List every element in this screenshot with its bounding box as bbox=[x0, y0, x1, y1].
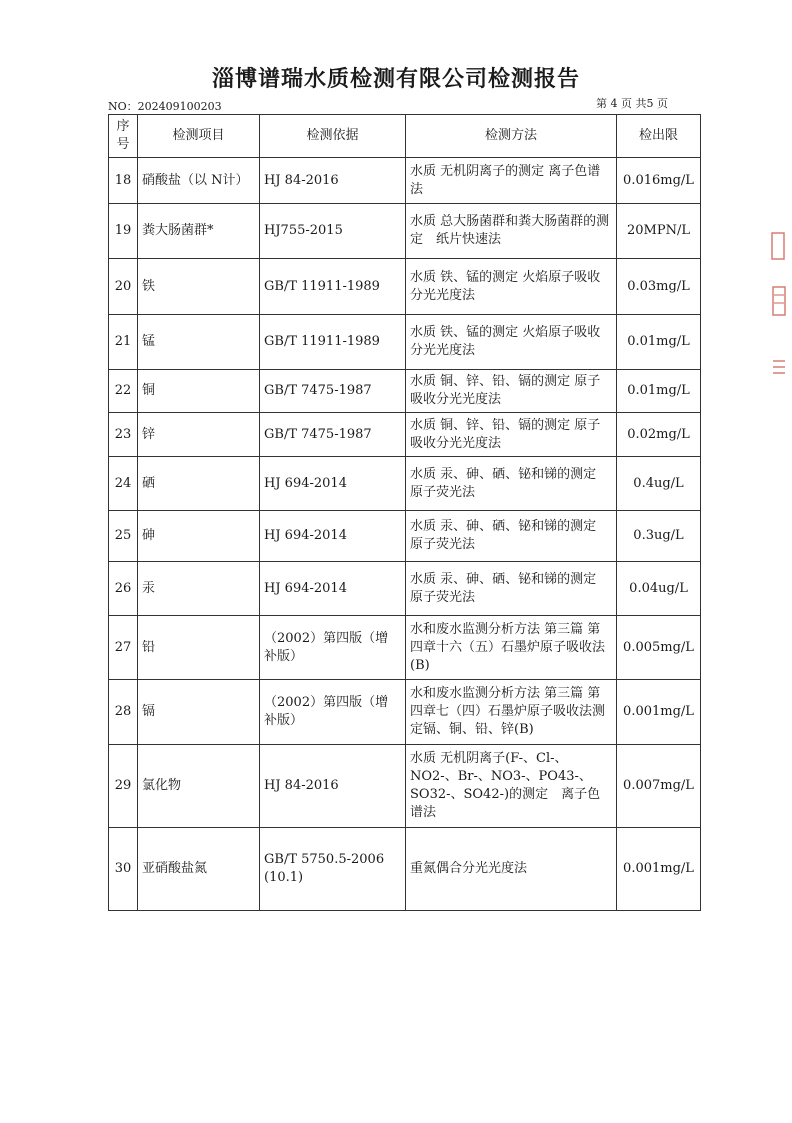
row-no: 29 bbox=[109, 745, 138, 828]
row-item: 铅 bbox=[138, 616, 260, 680]
row-limit: 0.001mg/L bbox=[617, 680, 701, 745]
row-limit: 0.4ug/L bbox=[617, 457, 701, 511]
row-basis: GB/T 11911-1989 bbox=[260, 259, 406, 315]
table-row bbox=[109, 315, 701, 370]
row-limit: 0.02mg/L bbox=[617, 413, 701, 457]
row-method: 水质 铁、锰的测定 火焰原子吸收分光光度法 bbox=[406, 259, 617, 315]
row-item: 镉 bbox=[138, 680, 260, 745]
table-row bbox=[109, 828, 701, 911]
row-basis: GB/T 7475-1987 bbox=[260, 370, 406, 413]
header-limit: 检出限 bbox=[617, 115, 701, 158]
table-row bbox=[109, 413, 701, 457]
page-number: 第 4 页 共5 页 bbox=[596, 97, 668, 110]
row-limit: 0.04ug/L bbox=[617, 562, 701, 616]
table-row bbox=[109, 158, 701, 204]
row-basis: （2002）第四版（增补版） bbox=[260, 680, 406, 745]
row-method: 水质 无机阴离子的测定 离子色谱法 bbox=[406, 158, 617, 204]
row-item: 铜 bbox=[138, 370, 260, 413]
table-row bbox=[109, 204, 701, 259]
table-header-row bbox=[109, 115, 701, 158]
row-no: 26 bbox=[109, 562, 138, 616]
row-no: 30 bbox=[109, 828, 138, 911]
row-no: 27 bbox=[109, 616, 138, 680]
row-item: 氯化物 bbox=[138, 745, 260, 828]
row-method: 水和废水监测分析方法 第三篇 第四章十六（五）石墨炉原子吸收法(B) bbox=[406, 616, 617, 680]
row-method: 水质 总大肠菌群和粪大肠菌群的测定 纸片快速法 bbox=[406, 204, 617, 259]
row-basis: GB/T 7475-1987 bbox=[260, 413, 406, 457]
row-basis: （2002）第四版（增补版） bbox=[260, 616, 406, 680]
row-no: 24 bbox=[109, 457, 138, 511]
row-item: 铁 bbox=[138, 259, 260, 315]
table-row bbox=[109, 616, 701, 680]
results-table bbox=[108, 114, 701, 911]
row-method: 水质 汞、砷、硒、铋和锑的测定 原子荧光法 bbox=[406, 562, 617, 616]
row-item: 锌 bbox=[138, 413, 260, 457]
table-row bbox=[109, 680, 701, 745]
table-row bbox=[109, 457, 701, 511]
row-basis: HJ755-2015 bbox=[260, 204, 406, 259]
row-method: 水质 铜、锌、铅、镉的测定 原子吸收分光光度法 bbox=[406, 413, 617, 457]
row-basis: GB/T 5750.5-2006 (10.1) bbox=[260, 828, 406, 911]
table-row bbox=[109, 259, 701, 315]
report-title: 淄博谱瑞水质检测有限公司检测报告 bbox=[211, 66, 580, 92]
row-no: 25 bbox=[109, 511, 138, 562]
row-limit: 0.005mg/L bbox=[617, 616, 701, 680]
row-no: 19 bbox=[109, 204, 138, 259]
row-method: 水和废水监测分析方法 第三篇 第四章七（四）石墨炉原子吸收法测定镉、铜、铅、锌(B) bbox=[406, 680, 617, 745]
row-limit: 0.01mg/L bbox=[617, 370, 701, 413]
row-method: 水质 无机阴离子(F-、Cl-、NO2-、Br-、NO3-、PO43-、SO32-、SO42-)的测定 离子色谱法 bbox=[406, 745, 617, 828]
row-limit: 0.03mg/L bbox=[617, 259, 701, 315]
header-method: 检测方法 bbox=[406, 115, 617, 158]
row-no: 22 bbox=[109, 370, 138, 413]
row-method: 水质 汞、砷、硒、铋和锑的测定 原子荧光法 bbox=[406, 457, 617, 511]
row-item: 锰 bbox=[138, 315, 260, 370]
row-item: 亚硝酸盐氮 bbox=[138, 828, 260, 911]
row-method: 水质 铁、锰的测定 火焰原子吸收分光光度法 bbox=[406, 315, 617, 370]
row-item: 汞 bbox=[138, 562, 260, 616]
header-basis: 检测依据 bbox=[260, 115, 406, 158]
row-no: 23 bbox=[109, 413, 138, 457]
header-item: 检测项目 bbox=[138, 115, 260, 158]
row-method: 水质 铜、锌、铅、镉的测定 原子吸收分光光度法 bbox=[406, 370, 617, 413]
row-basis: HJ 84-2016 bbox=[260, 158, 406, 204]
table-row bbox=[109, 370, 701, 413]
header-no: 序号 bbox=[109, 115, 138, 158]
report-number: NO：202409100203 bbox=[108, 100, 222, 113]
row-basis: HJ 84-2016 bbox=[260, 745, 406, 828]
row-basis: HJ 694-2014 bbox=[260, 457, 406, 511]
row-basis: HJ 694-2014 bbox=[260, 511, 406, 562]
row-method: 水质 汞、砷、硒、铋和锑的测定 原子荧光法 bbox=[406, 511, 617, 562]
row-limit: 0.007mg/L bbox=[617, 745, 701, 828]
row-item: 粪大肠菌群* bbox=[138, 204, 260, 259]
row-method: 重氮偶合分光光度法 bbox=[406, 828, 617, 911]
row-limit: 0.016mg/L bbox=[617, 158, 701, 204]
red-seal-icon bbox=[770, 225, 788, 385]
table-row bbox=[109, 745, 701, 828]
row-no: 20 bbox=[109, 259, 138, 315]
row-item: 硝酸盐（以 N计） bbox=[138, 158, 260, 204]
row-limit: 20MPN/L bbox=[617, 204, 701, 259]
row-no: 18 bbox=[109, 158, 138, 204]
row-basis: HJ 694-2014 bbox=[260, 562, 406, 616]
table-row bbox=[109, 511, 701, 562]
row-no: 28 bbox=[109, 680, 138, 745]
row-limit: 0.3ug/L bbox=[617, 511, 701, 562]
row-item: 砷 bbox=[138, 511, 260, 562]
row-item: 硒 bbox=[138, 457, 260, 511]
row-no: 21 bbox=[109, 315, 138, 370]
row-limit: 0.01mg/L bbox=[617, 315, 701, 370]
row-limit: 0.001mg/L bbox=[617, 828, 701, 911]
row-basis: GB/T 11911-1989 bbox=[260, 315, 406, 370]
seal-stamp-fragment bbox=[770, 225, 788, 385]
table-row bbox=[109, 562, 701, 616]
